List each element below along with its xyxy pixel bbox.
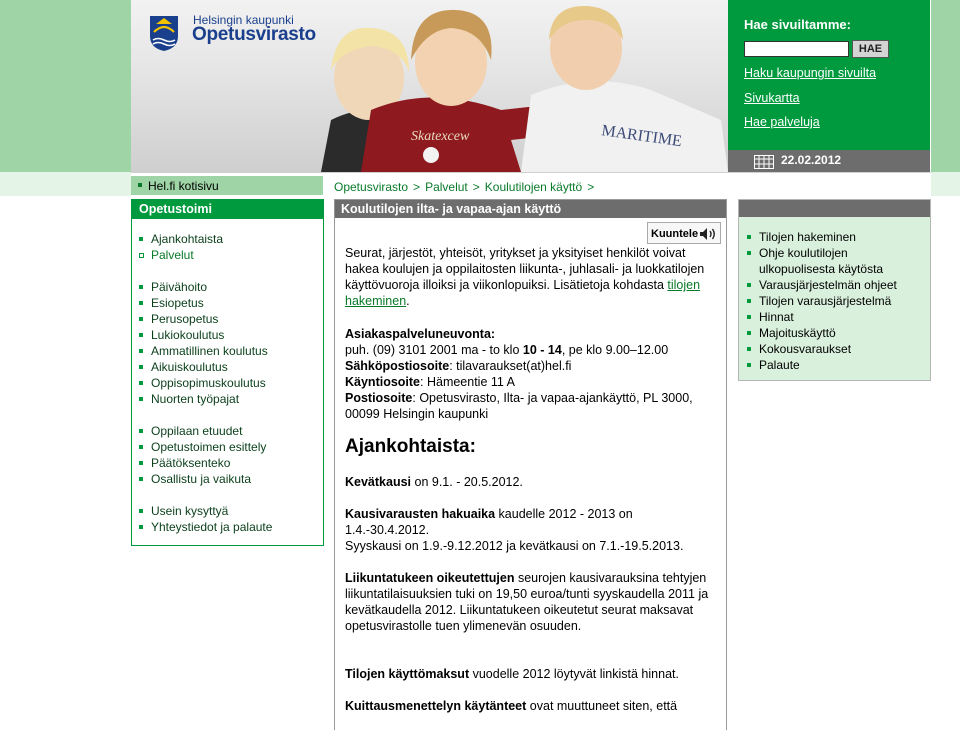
breadcrumb-item[interactable]: Palvelut (425, 180, 468, 194)
right-item-hinnat[interactable]: Hinnat (759, 310, 794, 324)
right-item-ohje[interactable]: Ohje koulutilojen (759, 246, 848, 260)
left-nav-title[interactable]: Opetustoimi (132, 200, 323, 219)
nav-item-ajankohtaista[interactable]: Ajankohtaista (151, 232, 224, 246)
nav-item-paivahoito[interactable]: Päivähoito (151, 280, 208, 294)
background-left-band (0, 172, 131, 196)
current-date: 22.02.2012 (781, 153, 842, 167)
nav-item-paatoksenteko[interactable]: Päätöksenteko (151, 456, 231, 470)
contact-block: Asiakaspalveluneuvonta: puh. (09) 3101 2001 ma - to klo 10 - 14, pe klo 9.00–12.00 Sähköpostiosoite: tilavaraukset(at)hel.fi Käyntiosoite: Hämeentie 11 A Postiosoite: Opetusvirasto, Ilta- ja vapaa-ajankäyttö, PL 3000, 00099 Helsingin kaupunki (345, 327, 693, 421)
calendar-icon (754, 155, 774, 169)
page-title: Koulutilojen ilta- ja vapaa-ajan käyttö (335, 200, 726, 218)
right-item-hakeminen[interactable]: Tilojen hakeminen (759, 230, 856, 244)
bullet-icon (138, 183, 142, 187)
right-item-varausohjeet[interactable]: Varausjärjestelmän ohjeet (759, 278, 897, 292)
services-search-link[interactable]: Hae palveluja (744, 115, 820, 129)
tilojen-hakeminen-link[interactable]: tilojen hakeminen (345, 278, 701, 308)
right-item-palaute[interactable]: Palaute (759, 358, 800, 372)
right-item-varausjarjestelma[interactable]: Tilojen varausjärjestelmä (759, 294, 892, 308)
background-right-band (931, 172, 960, 196)
left-navigation (131, 199, 324, 546)
support-text: Liikuntatukeen oikeutettujen seurojen kausivarauksina tehtyjen liikuntatilaisuuksien tuki on 19,50 euroa/tunti syyskaudella 2011 ja kevätkaudella 2012. Liikuntatukeen oikeutetut seurat maksavat opetusvirastolle tuen ylimenevän osuuden. (345, 571, 709, 633)
nav-item-ammatillinen[interactable]: Ammatillinen koulutus (151, 344, 268, 358)
breadcrumb (334, 180, 599, 194)
nav-item-perusopetus[interactable]: Perusopetus (151, 312, 219, 326)
nav-item-esiopetus[interactable]: Esiopetus (151, 296, 204, 310)
listen-label: Kuuntele (651, 228, 699, 240)
booking-period-text: Kausivarausten hakuaika kaudelle 2012 - 2013 on 1.4.-30.4.2012. Syyskausi on 1.9.-9.12.2012 ja kevätkausi on 7.1.-19.5.2013. (345, 507, 684, 553)
department-name[interactable]: Opetusvirasto (192, 24, 316, 45)
right-nav-header (739, 200, 930, 217)
city-name: Helsingin kaupunki (193, 13, 294, 27)
search-input[interactable] (744, 41, 849, 57)
breadcrumb-separator: > (472, 180, 480, 194)
nav-item-osallistu[interactable]: Osallistu ja vaikuta (151, 472, 252, 486)
nav-item-oppisopimus[interactable]: Oppisopimuskoulutus (151, 376, 266, 390)
helfi-home-label: Hel.fi kotisivu (148, 179, 219, 193)
date-bar (728, 150, 930, 172)
right-navigation (738, 199, 931, 381)
nav-item-tyopajat[interactable]: Nuorten työpajat (151, 392, 240, 406)
nav-item-esittely[interactable]: Opetustoimen esittely (151, 440, 267, 454)
nav-item-aikuiskoulutus[interactable]: Aikuiskoulutus (151, 360, 228, 374)
search-panel (728, 0, 930, 150)
sitemap-link[interactable]: Sivukartta (744, 91, 800, 105)
background-left (0, 0, 131, 172)
search-button[interactable]: HAE (852, 40, 889, 58)
breadcrumb-separator: > (587, 180, 595, 194)
nav-item-yhteystiedot[interactable]: Yhteystiedot ja palaute (151, 520, 273, 534)
news-heading: Ajankohtaista: (345, 436, 476, 457)
receipt-text: Kuittausmenettelyn käytänteet ovat muuttuneet siten, että (345, 699, 678, 713)
svg-text:Skatexcew: Skatexcew (411, 129, 470, 144)
search-title: Hae sivuiltamme: (744, 17, 851, 32)
helsinki-crest-icon[interactable] (148, 14, 180, 52)
nav-item-palvelut[interactable]: Palvelut (151, 248, 194, 262)
spring-season-text: Kevätkausi on 9.1. - 20.5.2012. (345, 475, 523, 489)
background-right (931, 0, 960, 172)
fees-text: Tilojen käyttömaksut vuodelle 2012 löytyvät linkistä hinnat. (345, 667, 679, 681)
speaker-icon (699, 227, 717, 241)
listen-button[interactable] (647, 222, 721, 244)
main-content (334, 199, 727, 730)
nav-item-etuudet[interactable]: Oppilaan etuudet (151, 424, 243, 438)
nav-item-ukk[interactable]: Usein kysyttyä (151, 504, 229, 518)
nav-item-lukiokoulutus[interactable]: Lukiokoulutus (151, 328, 225, 342)
right-item-ohje-cont[interactable]: ulkopuolisesta käytösta (759, 262, 884, 276)
right-item-majoitus[interactable]: Majoituskäyttö (759, 326, 836, 340)
breadcrumb-separator: > (413, 180, 421, 194)
helfi-home-link[interactable] (131, 176, 323, 195)
breadcrumb-item[interactable]: Opetusvirasto (334, 180, 409, 194)
city-search-link[interactable]: Haku kaupungin sivuilta (744, 66, 877, 80)
intro-text: Seurat, järjestöt, yhteisöt, yritykset ja yksityiset henkilöt voivat hakea koulujen ja oppilaitosten liikunta-, juhlasali- ja luokkatilojen käyttövuoroja illoiksi ja viikonlopuiksi. Lisätietoja kohdasta tilojen hakeminen. (345, 246, 705, 308)
breadcrumb-item[interactable]: Koulutilojen käyttö (484, 180, 583, 194)
right-item-kokous[interactable]: Kokousvaraukset (759, 342, 852, 356)
svg-text:MARITIME: MARITIME (600, 122, 683, 151)
